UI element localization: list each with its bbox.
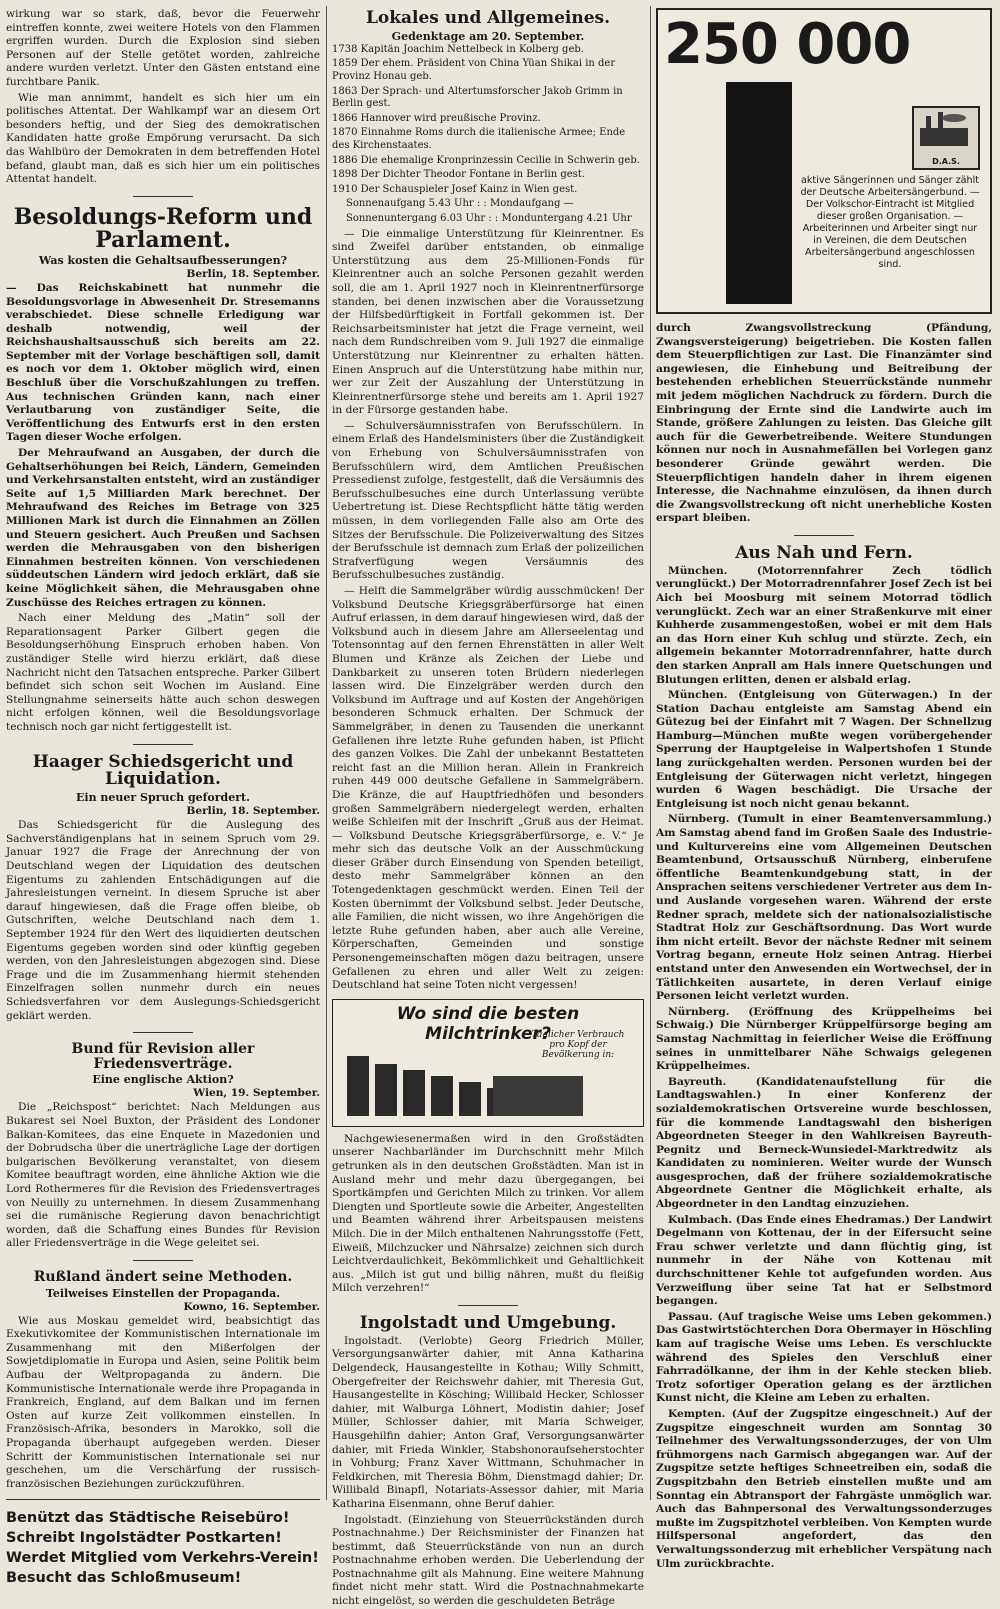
column-left — [6, 8, 321, 1587]
news-item: München. (Motorrennfahrer Zech tödlich verunglückt.) Der Motorradrennfahrer Josef Zech ist bei Aich bei Moosburg mit seinem Motorrad tödlich verunglückt. Zech war an einer Straßenkurve mit einer Kuhherde zusammengestoßen, wobei er mit dem Hals an das Horn einer Kuh schlug und stürzte. Zech, ein allgemein bekannter Motorradrennfahrer, hatte durch den starken Anprall am Hals innere Quetschungen und Blutungen erlitten, denen er alsbald erlag. — [656, 564, 992, 686]
separator — [794, 535, 854, 536]
column-rule — [326, 6, 327, 1500]
sun-times: Sonnenaufgang 5.43 Uhr : : Mondaufgang — — [346, 198, 574, 210]
milk-ad-subtitle: Täglicher Verbrauch pro Kopf der Bevölkerung in: — [531, 1029, 625, 1060]
article-paragraph: Nachgewiesenermaßen wird in den Großstädten unserer Nachbarländer im Durchschnitt mehr Milch getrunken als in den deutschen Großstädten. Man ist in Ausland mehr und mehr dazu übergegangen, bei Sportkämpfen und Gerichten Milch zu trinken. Vor allem Diengten und Sportleute sowie die Arbeiter, Angestellten und Beamten während ihrer Arbeitspausen meistens Milch. Die in der Milch enthaltenen Nahrungsstoffe (Fett, Eiweiß, Milchzucker und Nährsalze) zeichnen sich durch Leichtverdaulichkeit, Bekömmlichkeit und Gehaltlichkeit aus. „Milch ist gut und billig nähren, mußt du fleißig Milch verzehren!“ — [332, 1132, 644, 1295]
headline-bund: Bund für Revision aller Friedensverträge. — [71, 1041, 255, 1072]
milk-bottle-graphic — [431, 1076, 453, 1116]
saengerbund-advertisement — [656, 8, 992, 314]
article-paragraph: — Helft die Sammelgräber würdig ausschmücken! Der Volksbund Deutsche Kriegsgräberfürsorge hat einen Aufruf erlassen, in dem darauf hingewiesen wird, daß der Volksbund auch in diesem Jahre am Allerseelentag und Totensonntag auf den fernen Ehrenstätten in aller Welt Blumen und Kränze als Zeichen der Liebe und Dankbarkeit zu unseren toten Brüdern niederlegen lassen wird. Die Einzelgräber werden durch den Volksbund im Auftrage und auf Kosten der Angehörigen besonderen Schmuck erhalten. Der Schmuck der Sammelgräber, in denen zu Tausenden die unerkannt Gefallenen ihre letzte Ruhe gefunden haben, ist Pflicht des ganzen Volkes. Die Zahl der unbekannt Bestatteten reicht fast an die Million heran. Allein in Frankreich ruhen 449 000 deutsche Gefallene in Sammelgräbern. Die Kränze, die auf Hauptfriedhöfen und besonders großen Sammelgräbern niedergelegt werden, erhalten weiße Schleifen mit der Inschrift „Gruß aus der Heimat. — Volksbund Deutsche Kriegsgräberfürsorge, e. V.“ Je mehr sich das deutsche Volk an der Ausschmückung dieser Gräber durch Einsendung von Spenden beteiligt, desto mehr Sammelgräber können an den Totengedenktagen geschmückt werden. Einen Teil der Kosten übernimmt der Volksbund selbst. Jeder Deutsche, alle Familien, die nicht wissen, wo ihre Angehörigen die letzte Ruhe gefunden haben, aber auch alle Vereine, Körperschaften, Gemeinden und sonstige Personengemeinschaften mögen dazu beitragen, unsere Gefallenen zu ehren und aller Welt zu zeigen: Deutschland hat seine Toten nicht vergessen! — [332, 585, 644, 992]
column-middle — [332, 8, 644, 1608]
gedenktage-title: Gedenktage am 20. September. — [391, 29, 585, 43]
dateline: Berlin, 18. September. — [186, 805, 320, 818]
separator — [133, 196, 193, 197]
sun-times: Sonnenuntergang 6.03 Uhr : : Monduntergang 4.21 Uhr — [346, 212, 632, 224]
news-item: Bayreuth. (Kandidatenaufstellung für die Landtagswahlen.) In einer Konferenz der sozialdemokratischen Ortsvereine wurde beschlossen, für die kommende Landtagswahl den bisherigen Abgeordneten Steeger in den Wahlkreisen Bayreuth-Pegnitz und Berneck-Wunsiedel-Marktredwitz als Kandidaten zu nominieren. Weiter wurde der Wunsch ausgesprochen, daß der frühere sozialdemokratische Abgeordnete Gentner die Möglichkeit erhalte, als Abgeordneter in den Landtag einzuziehen. — [656, 1075, 992, 1211]
slogan: Schreibt Ingolstädter Postkarten! — [6, 1530, 282, 1547]
article-paragraph: Nach einer Meldung des „Matin“ soll der Reparationsagent Parker Gilbert gegen die Besoldungserhöhung Einspruch erhoben haben. Von zuständiger Stelle wird hierzu erklärt, daß diese Nachricht nicht den Tatsachen entspreche. Parker Gilbert befindet sich schon seit Wochen im Ausland. Eine Stellungnahme seinerseits hätte auch schon deswegen nicht erfolgen können, weil die Besoldungsvorlage technisch noch gar nicht fertiggestellt ist. — [6, 612, 320, 733]
article-paragraph: — Das Reichskabinett hat nunmehr die Besoldungsvorlage in Abwesenheit Dr. Stresemanns verabschiedet. Diese schnelle Erledigung war deshalb notwendig, weil der Reichshaushaltsausschuß sich bereits am 22. September mit der Vorlage beschäftigen soll, damit es noch vor dem 1. Oktober möglich wird, einen Beschluß über die Vorschußzahlungen zu treffen. Aus technischen Gründen kann, nach einer Verlautbarung von zuständiger Seite, die Veröffentlichung des Entwurfs erst in den ersten Tagen dieser Woche erfolgen. — [6, 281, 320, 444]
ad-text: aktive Sängerinnen und Sänger zählt der Deutsche Arbeitersängerbund. — Der Volkschor-Eintracht ist Mitglied dieser großen Organisation. — Arbeiterinnen und Arbeiter singt nur in Vereinen, die dem Deutschen Arbeitersängerbund angeschlossen sind. — [800, 175, 980, 270]
article-continuation: wirkung war so stark, daß, bevor die Feuerwehr eintreffen konnte, zwei weitere Hotels von den Flammen ergriffen wurden. Durch die Explosion sind sieben Personen auf der Stelle getötet worden, zahlreiche andere wurden verletzt. Unter den Gästen entstand eine furchtbare Panik. — [6, 8, 320, 88]
dateline: Kowno, 16. September. — [183, 1300, 320, 1313]
dateline: Berlin, 18. September. — [186, 267, 320, 280]
news-item: München. (Entgleisung von Güterwagen.) In der Station Dachau entgleiste am Samstag Abend ein Gütezug bei der Einfahrt mit 7 Wagen. Der Schnellzug Hamburg—München mußte wegen vorübergehender Sperrung der Hauptgeleise in Walpertshofen 1 Stunde lang zurückgehalten werden. Personen wurden bei der Entgleisung der Güterwagen nicht verletzt, hingegen wurden 6 Wagen beschädigt. Die Ursache der Entgleisung ist noch nicht genau bekannt. — [656, 689, 992, 810]
ad-number: 250 000 — [664, 12, 911, 77]
article-paragraph: Das Schiedsgericht für die Auslegung des Sachverständigenplans hat in seinem Spruch vom 29. Januar 1927 die Frage der Anrechnung der von Deutschland wegen der Liquidation des deutschen Eigentums zu zahlenden Entschädigungen auf die Jahresleistungen verneint. In diesem Spruche ist aber darauf hingewiesen, daß die Frage offen bleibe, ob Gutschriften, welche Deutschland nach dem 1. September 1924 für den Wert des liquidierten deutschen Eigentums gegeben worden sind oder künftig gegeben werden, von den Jahresleistungen abgezogen sind. Diese Frage und die im Zusammenhang hiermit stehenden Einzelfragen sollen nunmehr durch ein neues Schiedsverfahren vor dem Auslegungs-Schiedsgericht geklärt werden. — [6, 819, 320, 1022]
milk-ad-graphic — [347, 1056, 509, 1116]
ad-black-bar — [726, 82, 792, 304]
news-item: Nürnberg. (Eröffnung des Krüppelheims bei Schwaig.) Die Nürnberger Krüppelfürsorge beging am Samstag Nachmittag in feierlicher Weise die Eröffnung seines in unmittelbarer Nähe Schwaigs gelegenen Krüppelheimes. — [656, 1005, 992, 1073]
milk-bottle-graphic — [375, 1064, 397, 1116]
separator — [133, 1032, 193, 1033]
article-paragraph: Die „Reichspost“ berichtet: Nach Meldungen aus Bukarest sei Noel Buxton, der Präsident des Londoner Balkan-Komitees, das eine Enquete in Mazedonien und der Dobrudscha über die unerträgliche Lage der dortigen bulgarischen Bevölkerung veranstaltet, von diesem Komitee beauftragt worden, eine ähnliche Aktion wie die Lord Rothermeres für die Revision des Friedensvertrages von Neuilly zu unternehmen. In diesem Zusammenhang sei die rumänische Regierung davon benachrichtigt worden, daß die Schaffung eines Bundes für Revision aller Friedensverträge in die Wege geleitet sei. — [6, 1101, 320, 1250]
separator — [133, 744, 193, 745]
separator — [133, 1260, 193, 1261]
news-item: Kulmbach. (Das Ende eines Ehedramas.) Der Landwirt Degelmann von Kottenau, der in der Eifersucht seine Frau schwer verletzte und dann flüchtig ging, ist nunmehr in der Nähe von Kottenau mit durchschnittener Kehle tot aufgefunden worden. Aus Verzweiflung über seine Tat hat er Selbstmord begangen. — [656, 1213, 992, 1308]
news-item: Kempten. (Auf der Zugspitze eingeschneit.) Auf der Zugspitze eingeschneit wurden am Sonntag 30 Teilnehmer des Verwaltungssonderzuges, der von Ulm frühmorgens nach Garmisch abgegangen war. Auf der Zugspitze setzte heftiges Schneetreiben ein, sodaß die Zugspitzbahn den Betrieb einstellen mußte und am Sonntag ein Abtransport der Fahrgäste unmöglich war. Auch das Bahnpersonal des Verwaltungssonderzuges mußte im Zugspitzhotel verbleiben. Von Kempten wurde Hilfspersonal angefordert, das den Verwaltungssonderzug mit erheblicher Verspätung nach Ulm zurückbrachte. — [656, 1407, 992, 1570]
separator — [458, 1305, 518, 1306]
headline-besoldung: Besoldungs-Reform und Parlament. — [13, 203, 313, 253]
subheadline: Eine englische Aktion? — [92, 1073, 234, 1087]
milk-bottle-graphic — [403, 1070, 425, 1116]
article-paragraph: Wie man annimmt, handelt es sich hier um ein politisches Attentat. Der Wahlkampf war an diesem Ort besonders heftig, und der Sieg des demokratischen Kandidaten hatte große Empörung verursacht. Da sich das Wahlbüro der Demokraten in dem betreffenden Hotel befand, glaubt man, daß es sich hier um ein politisches Attentat handelt. — [6, 91, 320, 186]
list-item: 1898 Der Dichter Theodor Fontane in Berlin gest. — [332, 169, 586, 181]
article-paragraph: — Schulversäumnisstrafen von Berufsschülern. In einem Erlaß des Handelsministers über die Zuständigkeit von Erhebung von Schulversäumnisstrafen von Berufsschülern wird, dem Amtlichen Preußischen Pressedienst zufolge, festgestellt, daß die Versäumnis des Berufsschulbesuches eine durch Unterlassung verübte Uebertretung ist. Diese Rechtspflicht hätte tätig werden müssen, in dem vorliegenden Falle also am Orte des Sitzes der Berufsschule. Die Polizeiverwaltung des Sitzes der Berufsschule ist demnach zum Erlaß der polizeilichen Strafverfügung wegen Versäumnis des Berufsschulbesuches zuständig. — [332, 419, 644, 582]
list-item: 1910 Der Schauspieler Josef Kainz in Wien gest. — [332, 183, 578, 195]
list-item: 1859 Der ehem. Präsident von China Yüan Shikai in der Provinz Honau geb. — [332, 58, 616, 83]
headline-russland: Rußland ändert seine Methoden. — [33, 1269, 293, 1285]
slogan-block — [6, 1508, 320, 1588]
column-rule — [650, 6, 651, 1500]
gedenktage-list — [332, 44, 644, 226]
das-logo-icon — [912, 106, 980, 170]
milk-advertisement — [332, 999, 644, 1127]
article-paragraph: Ingolstadt. (Einziehung von Steuerrückständen durch Postnachnahme.) Der Reichsminister der Finanzen hat bestimmt, daß Steuerrückstände von nun an durch Postnachnahme erhoben werden. Die Ueberlendung der Postnachnahme gilt als Mahnung. Eine weitere Mahnung findet nicht mehr statt. Wird die Postnachnahmekarte nicht eingelöst, so werden die geschuldeten Beträge — [332, 1513, 644, 1608]
list-item: 1738 Kapitän Joachim Nettelbeck in Kolberg geb. — [332, 43, 584, 55]
dateline: Wien, 19. September. — [193, 1087, 320, 1100]
subheadline: Teilweises Einstellen der Propaganda. — [45, 1286, 281, 1300]
list-item: 1863 Der Sprach- und Altertumsforscher Jakob Grimm in Berlin gest. — [332, 85, 623, 110]
article-paragraph: Der Mehraufwand an Ausgaben, der durch die Gehaltserhöhungen bei Reich, Ländern, Gemeinden und Verkehrsanstalten entsteht, wird an zuständiger Seite auf 1,5 Milliarden Mark berechnet. Der Mehraufwand des Reiches im Betrage von 325 Millionen Mark ist durch die Einnahmen an Zöllen und Steuern gesichert. Auch Preußen und Sachsen werden die Mehrausgaben von den bisherigen Einnahmen bestreiten können. Von verschiedenen süddeutschen Ländern wird jedoch erklärt, daß sie keine Möglichkeit sähen, die Mehrausgaben ohne Zuschüsse des Reiches ertragen zu können. — [6, 447, 321, 609]
article-paragraph: — Die einmalige Unterstützung für Kleinrentner. Es sind Zweifel darüber entstanden, ob einmalige Unterstützung aus dem 25-Millionen-Fonds für Kleinrentner auch an solche Personen gezahlt werden soll, die am 1. April 1927 noch in Kleinrentnerfürsorge standen, bei denen inzwischen aber die Voraussetzung der Hilfsbedürftigkeit in Fortfall gekommen ist. Der Reichsarbeitsminister hat jetzt die Frage verneint, weil nach dem Rundschreiben vom 9. Juli 1927 die einmalige Unterstützung nur Kleinrentner zu erhalten hätten. Einen Anspruch auf die Unterstützung habe mithin nur, wer zur Zeit der Auszahlung der Unterstützung in Kleinrentnerfürsorge stehe und bereits am 1. April 1927 in der Fürsorge gestanden habe. — [332, 227, 644, 417]
news-item: Nürnberg. (Tumult in einer Beamtenversammlung.) Am Samstag abend fand im Großen Saale des Industrie- und Kulturvereins eine vom Allgemeinen Deutschen Beamtenbund, Ortsausschuß Nürnberg, einberufene öffentliche Beamtenkundgebung statt, in der Ansprachen seitens verschiedener Vertreter aus dem In- und Auslande vorgesehen waren. Während der erste Redner sprach, meldete sich der nationalsozialistische Stadtrat Holz zur Geschäftsordnung. Das Wort wurde ihm nicht erteilt. Bevor der nächste Redner mit seinem Vortrag begann, erneute Holz seinen Antrag. Hierbei entstand unter den Anwesenden ein Wortwechsel, der in Tätlichkeiten ausartete, in deren Verlauf einige Personen leicht verletzt wurden. — [656, 813, 992, 1003]
slogan: Benützt das Städtische Reisebüro! — [6, 1510, 290, 1527]
subheadline: Was kosten die Gehaltsaufbesserungen? — [38, 253, 288, 267]
section-title-nah-fern: Aus Nah und Fern. — [735, 542, 913, 563]
list-item: 1866 Hannover wird preußische Provinz. — [332, 112, 541, 124]
slogan: Besucht das Schloßmuseum! — [6, 1570, 242, 1587]
milk-ad-title: Wo sind die besten Milchtrinker? — [396, 1003, 580, 1044]
list-item: 1870 Einnahme Roms durch die italienische Armee; Ende des Kirchenstaates. — [332, 127, 626, 151]
milk-bottle-graphic — [459, 1082, 481, 1116]
city-skyline-graphic — [493, 1076, 583, 1116]
headline-haager: Haager Schiedsgericht und Liquidation. — [32, 751, 294, 790]
news-item: Passau. (Auf tragische Weise ums Leben gekommen.) Das Gastwirtstöchterchen Dora Obermayer in Höschling kam auf tragische Weise ums Leben. Es verschluckte während des Spieles den Verschluß einer Fahrradölkanne, der ihm in der Kehle stecken blieb. Trotz sofortiger Operation gelang es der ärztlichen Kunst nicht, die Kleine am Leben zu erhalten. — [656, 1310, 992, 1405]
article-paragraph: Ingolstadt. (Verlobte) Georg Friedrich Müller, Versorgungsanwärter dahier, mit Anna Katharina Delgendeck, Hausangestellte in Kothau; Willy Schmitt, Obergefreiter der Reichswehr dahier, mit Theresia Gut, Hausangestellte in Kösching; Willibald Hecker, Schlosser dahier, mit Walburga Löhnert, Modistin dahier; Josef Müller, Schlosser dahier, mit Maria Schweiger, Hausgehilfin dahier; Anton Graf, Versorgungsanwärter dahier, mit Frieda Winkler, Stabshonoraufseherstochter in Vohburg; Franz Xaver Wittmann, Schuhmacher in Feldkirchen, mit Theresia Böhm, Dienstmagd dahier; Dr. Willibald Binapfl, Notariats-Assessor dahier, mit Maria Katharina Eisenmann, ohne Beruf dahier. — [332, 1334, 644, 1510]
article-continuation: durch Zwangsvollstreckung (Pfändung, Zwangsversteigerung) beigetrieben. Die Kosten fallen dem Steuerpflichtigen zur Last. Die Finanzämter sind angewiesen, die Einhebung und Beitreibung der bestehenden erheblichen Steuerrückstände nunmehr mit jedem möglichen Nachdruck zu fördern. Durch die Einbringung der Ernte sind die Landwirte auch im Stande, größere Zahlungen zu leisten. Das Gleiche gilt auch für die Gewerbetreibende. Weitere Stundungen können nur noch in Ausnahmefällen bei Vorlegen ganz besonderer Gründe gewährt werden. Die Steuerpflichtigen handeln daher in ihrem eigenen Interesse, die Nachnahme einzulösen, da ihnen durch die Zwangsvollstreckung oft nicht unerhebliche Kosten erspart bleiben. — [656, 322, 992, 525]
factory-icon — [914, 108, 974, 150]
logo-label: D.A.S. — [932, 157, 960, 166]
article-paragraph: Wie aus Moskau gemeldet wird, beabsichtigt das Exekutivkomitee der Kommunistischen Internationale im Zusammenhang mit den Mißerfolgen der Sowjetdiplomatie in Europa und Asien, seine Politik beim Aufbau der Weltpropaganda zu ändern. Die Kommunistische Internationale werde ihre Propaganda in Frankreich, England, auf dem Balkan und im fernen Osten auf kurze Zeit vollkommen einstellen. In Französisch-Afrika, besonders in Marokko, soll die Propaganda überhaupt aufgegeben werden. Dieser Schritt der Kommunistischen Internationale sei nur geschehen, um die Verschärfung der russisch-französischen Beziehungen zurückzuführen. — [6, 1314, 320, 1490]
slogan: Werdet Mitglied vom Verkehrs-Verein! — [6, 1550, 319, 1567]
list-item: 1886 Die ehemalige Kronprinzessin Cecilie in Schwerin geb. — [332, 154, 640, 166]
milk-bottle-graphic — [347, 1056, 369, 1116]
section-title-lokales: Lokales und Allgemeines. — [365, 8, 611, 28]
subheadline: Ein neuer Spruch gefordert. — [76, 791, 250, 805]
separator — [6, 1499, 320, 1500]
column-right — [656, 8, 992, 1570]
section-title-ingolstadt: Ingolstadt und Umgebung. — [359, 1312, 617, 1333]
